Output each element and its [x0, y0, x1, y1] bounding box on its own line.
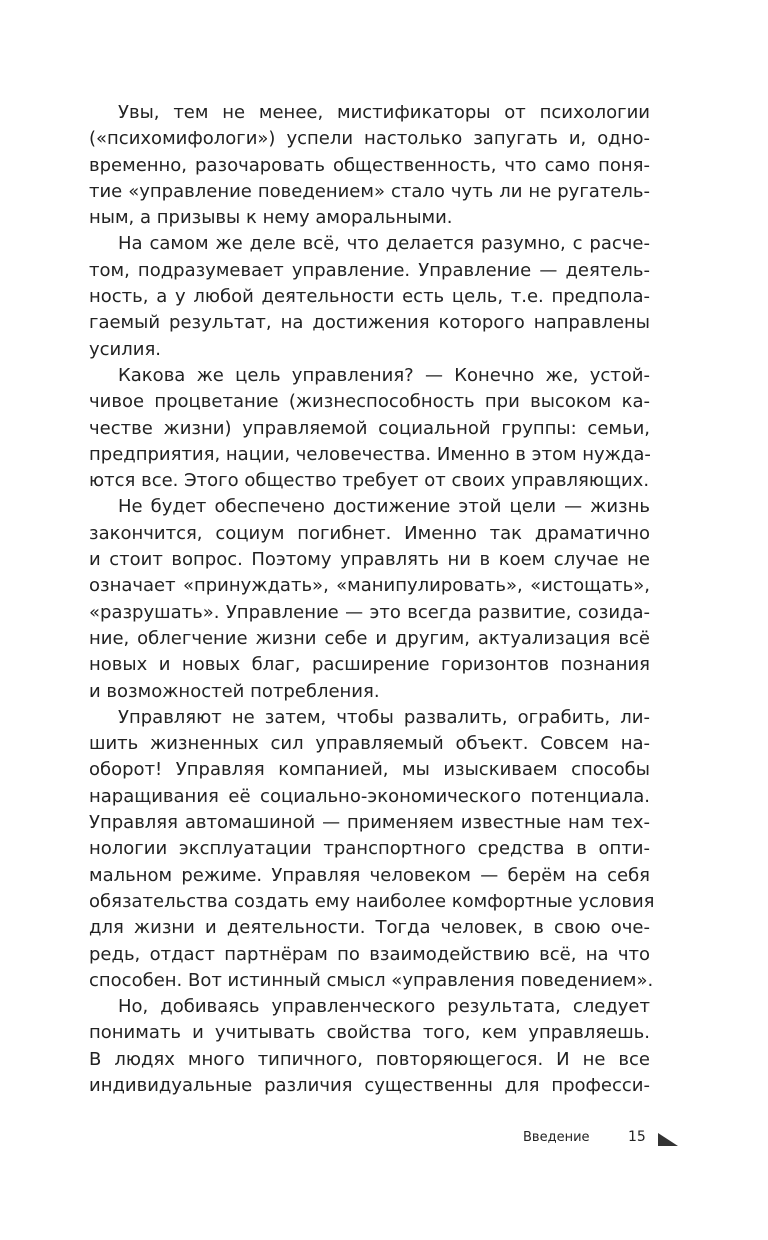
text-line: способен. Вот истинный смысл «управления поведением». [89, 969, 654, 991]
text-line: ным, а призывы к нему аморальными. [89, 207, 453, 229]
text-line: обязательства создать ему наиболее комфортные условия [89, 890, 655, 912]
text-line: том, подразумевает управление. Управление — деятель- [89, 259, 650, 281]
text-line: и возможностей потребления. [89, 680, 380, 702]
text-line: Управляют не затем, чтобы развалить, ограбить, ли- [118, 706, 650, 728]
text-line: редь, отдаст партнёрам по взаимодействию всё, на что [89, 943, 650, 965]
text-line: ние, облегчение жизни себе и другим, актуализация всё [89, 627, 650, 649]
text-line: шить жизненных сил управляемый объект. Совсем на- [89, 733, 650, 755]
body-text [89, 100, 655, 1099]
text-line: оборот! Управляя компанией, мы изыскиваем способы [89, 759, 650, 781]
running-section-title: Введение [523, 1130, 590, 1145]
text-line: мальном режиме. Управляя человеком — берём на себя [89, 864, 650, 886]
text-line: наращивания её социально-экономического потенциала. [89, 785, 650, 807]
text-line: означает «принуждать», «манипулировать», «истощать», [89, 575, 650, 597]
text-line: «разрушать». Управление — это всегда развитие, созида- [89, 601, 650, 623]
page-footer [0, 1128, 768, 1152]
text-line: Но, добиваясь управленческого результата, следует [118, 996, 650, 1018]
text-line: ются все. Этого общество требует от своих управляющих. [89, 470, 650, 492]
text-line: усилия. [89, 338, 161, 360]
text-line: гаемый результат, на достижения которого направлены [89, 312, 650, 334]
text-line: закончится, социум погибнет. Именно так драматично [89, 522, 650, 544]
text-line: нологии эксплуатации транспортного средства в опти- [89, 838, 650, 860]
text-line: чивое процветание (жизнеспособность при высоком ка- [89, 391, 650, 413]
text-line: Увы, тем не менее, мистификаторы от психологии [118, 102, 650, 123]
text-line: для жизни и деятельности. Тогда человек, в свою оче- [89, 917, 650, 939]
text-line: В людях много типичного, повторяющегося. И не все [89, 1048, 650, 1070]
text-line: индивидуальные различия существенны для професси- [89, 1074, 650, 1096]
text-line: новых и новых благ, расширение горизонтов познания [89, 654, 650, 676]
text-line: и стоит вопрос. Поэтому управлять ни в коем случае не [89, 549, 650, 571]
text-line: Не будет обеспечено достижение этой цели — жизнь [118, 496, 650, 518]
text-line: тие «управление поведением» стало чуть ли не ругатель- [89, 180, 650, 202]
text-line: Какова же цель управления? — Конечно же, устой- [118, 364, 650, 386]
page-number: 15 [628, 1129, 646, 1145]
text-line: («психомифологи») успели настолько запугать и, одно- [89, 128, 650, 150]
triangle-corner-icon [658, 1132, 678, 1146]
text-line: честве жизни) управляемой социальной группы: семьи, [89, 417, 650, 439]
text-line: Управляя автомашиной — применяем известные нам тех- [89, 812, 650, 834]
text-line: На самом же деле всё, что делается разумно, с расче- [118, 233, 650, 255]
text-line: временно, разочаровать общественность, что само поня- [89, 154, 650, 176]
text-line: ность, а у любой деятельности есть цель, т.е. предпола- [89, 286, 650, 308]
text-line: предприятия, нации, человечества. Именно в этом нужда- [89, 443, 651, 465]
text-line: понимать и учитывать свойства того, кем управляешь. [89, 1022, 650, 1044]
